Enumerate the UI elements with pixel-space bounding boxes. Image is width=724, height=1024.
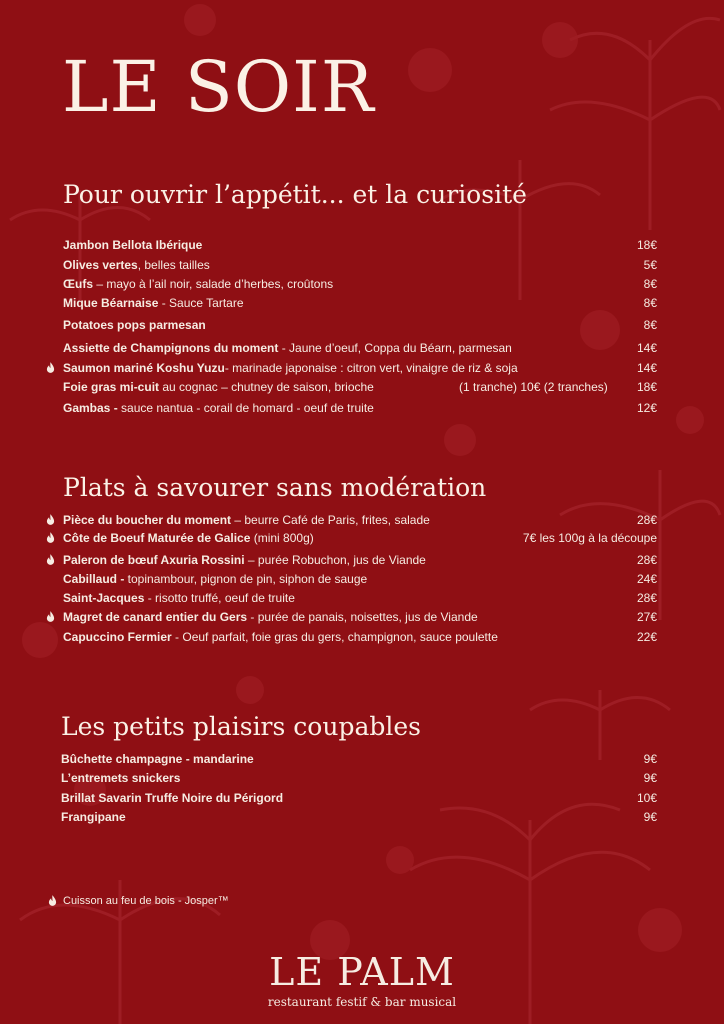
menu-item (63, 378, 657, 396)
menu-item (63, 339, 657, 357)
menu-item (63, 316, 657, 334)
menu-item (63, 275, 657, 293)
item-name: Cabillaud - (63, 572, 125, 586)
item-price: 18€ (636, 380, 657, 394)
item-portion-options: (1 tranche) 10€ (2 tranches) (459, 380, 608, 394)
menu-item (63, 399, 657, 417)
item-name: Saint-Jacques (63, 591, 145, 605)
menu-item (63, 589, 657, 607)
fire-icon (46, 532, 55, 543)
item-desc: au cognac – chutney de saison, brioche (159, 380, 374, 394)
item-name: Capuccino Fermier (63, 630, 172, 644)
item-name: Paleron de bœuf Axuria Rossini (63, 553, 245, 567)
item-name: Pièce du boucher du moment (63, 513, 232, 527)
menu-item (63, 236, 657, 254)
item-name: Côte de Boeuf Maturée de Galice (63, 531, 251, 545)
menu-item (61, 789, 657, 807)
fire-icon (48, 895, 57, 906)
item-price: 18€ (636, 238, 657, 252)
menu-item (63, 294, 657, 312)
item-desc: – purée Robuchon, jus de Viande (244, 553, 426, 567)
menu-item (63, 551, 657, 569)
item-desc: sauce nantua - corail de homard - oeuf de truite (121, 401, 374, 415)
item-name: Mique Béarnaise (63, 296, 159, 310)
item-desc: - Sauce Tartare (158, 296, 244, 310)
item-price: 14€ (636, 341, 657, 355)
fire-icon (46, 362, 55, 373)
item-name: L’entremets snickers (61, 771, 181, 785)
item-price: 27€ (636, 610, 657, 624)
item-price: 22€ (636, 630, 657, 644)
menu-item (63, 628, 657, 646)
item-desc: - Oeuf parfait, foie gras du gers, champignon, sauce poulette (171, 630, 498, 644)
item-desc: (mini 800g) (250, 531, 314, 545)
section-title-mains: Plats à savourer sans modération (63, 473, 487, 502)
item-price: 8€ (643, 296, 657, 310)
item-name: Assiette de Champignons du moment (63, 341, 279, 355)
item-name: Foie gras mi-cuit (63, 380, 160, 394)
page-title: LE SOIR (62, 46, 375, 128)
item-price: 9€ (643, 771, 657, 785)
item-price: 14€ (636, 361, 657, 375)
menu-item (63, 529, 657, 547)
logo-tagline: restaurant festif & bar musical (267, 995, 457, 1009)
item-price: 28€ (636, 591, 657, 605)
item-desc: - Jaune d’oeuf, Coppa du Béarn, parmesan (278, 341, 512, 355)
item-name: Jambon Bellota Ibérique (63, 238, 203, 252)
item-price: 9€ (643, 752, 657, 766)
cooking-note (48, 893, 229, 909)
fire-icon (46, 554, 55, 565)
item-desc: – beurre Café de Paris, frites, salade (231, 513, 430, 527)
item-price: 8€ (643, 277, 657, 291)
menu-item (63, 608, 657, 626)
menu-item (63, 256, 657, 274)
item-name: Œufs (63, 277, 93, 291)
menu-item (61, 769, 657, 787)
menu-item (61, 750, 657, 768)
menu-item (63, 570, 657, 588)
section-title-desserts: Les petits plaisirs coupables (61, 712, 421, 741)
item-name: Olives vertes (63, 258, 138, 272)
item-desc: - marinade japonaise : citron vert, vinaigre de riz & soja (224, 361, 518, 375)
item-desc: – mayo à l’ail noir, salade d’herbes, croûtons (93, 277, 334, 291)
item-name: Magret de canard entier du Gers (63, 610, 248, 624)
item-price: 5€ (643, 258, 657, 272)
item-desc: - risotto truffé, oeuf de truite (144, 591, 295, 605)
item-name: Brillat Savarin Truffe Noire du Périgord (61, 791, 284, 805)
item-price: 10€ (636, 791, 657, 805)
menu-item (63, 359, 657, 377)
section-title-starters: Pour ouvrir l’appétit... et la curiosité (63, 180, 527, 209)
cooking-note-text: Cuisson au feu de bois - Josper™ (63, 895, 229, 907)
logo-name: LE PALM (269, 950, 455, 994)
item-name: Gambas - (63, 401, 122, 415)
menu-item (61, 808, 657, 826)
item-price: 12€ (636, 401, 657, 415)
item-name: Bûchette champagne - mandarine (61, 752, 254, 766)
item-price: 8€ (643, 318, 657, 332)
item-desc: topinambour, pignon de pin, siphon de sauge (124, 572, 368, 586)
item-name: Saumon mariné Koshu Yuzu (63, 361, 225, 375)
item-price: 7€ les 100g à la découpe (522, 531, 657, 545)
item-price: 28€ (636, 553, 657, 567)
item-price: 9€ (643, 810, 657, 824)
item-price: 24€ (636, 572, 657, 586)
item-price: 28€ (636, 513, 657, 527)
fire-icon (46, 611, 55, 622)
menu-item (63, 511, 657, 529)
item-desc: , belles tailles (137, 258, 210, 272)
item-name: Frangipane (61, 810, 126, 824)
fire-icon (46, 514, 55, 525)
item-desc: - purée de panais, noisettes, jus de Viande (247, 610, 478, 624)
item-name: Potatoes pops parmesan (63, 318, 206, 332)
